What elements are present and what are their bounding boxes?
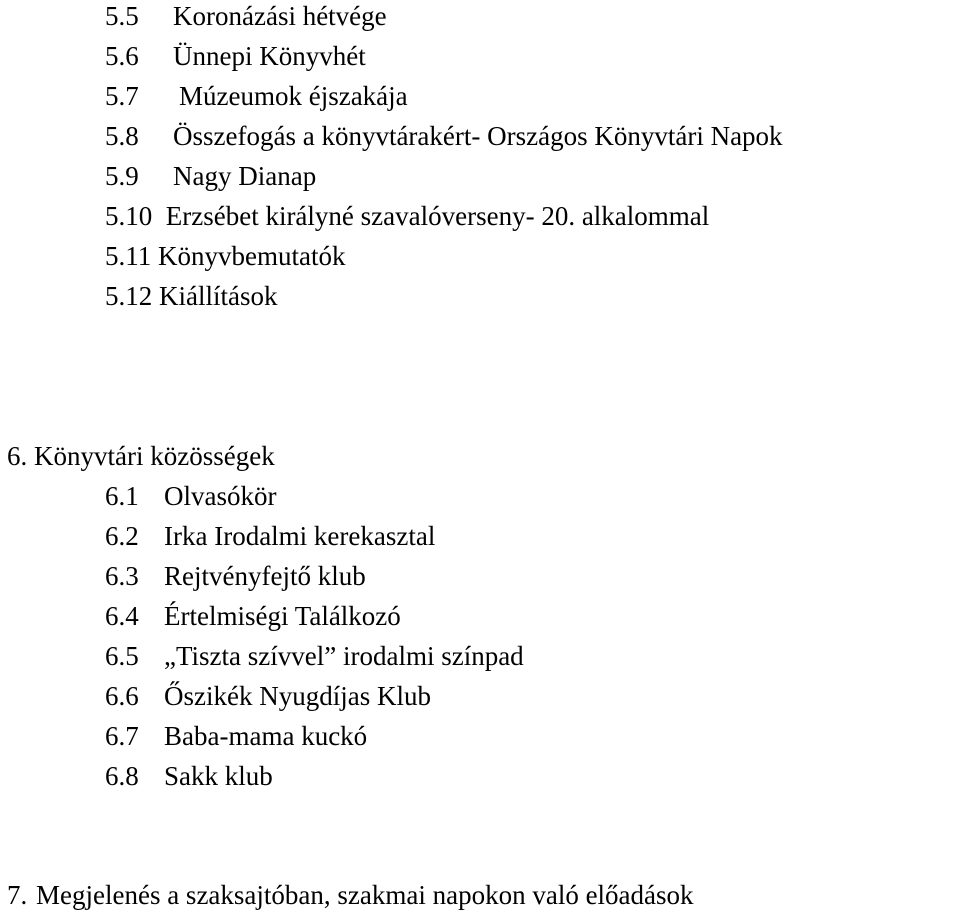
- item-number: 6.2: [105, 521, 139, 551]
- list-item-5-11: [105, 240, 345, 272]
- list-item-5-9: [105, 160, 316, 192]
- section-6-heading: 6. Könyvtári közösségek: [7, 441, 275, 471]
- item-number: 6.4: [105, 601, 139, 631]
- item-number: 6.1: [105, 481, 139, 511]
- item-number: 6.6: [105, 681, 139, 711]
- item-number: 5.9: [105, 161, 139, 191]
- item-title: Őszikék Nyugdíjas Klub: [164, 681, 431, 711]
- section-7-heading: [7, 879, 694, 911]
- section-title: Megjelenés a szaksajtóban, szakmai napokon való előadások: [36, 880, 694, 910]
- item-number: 5.6: [105, 41, 139, 71]
- item-number: 5.10: [105, 201, 153, 231]
- item-title: Kiállítások: [159, 281, 278, 311]
- item-number: 6.3: [105, 561, 139, 591]
- list-item-6-8: [105, 760, 273, 792]
- item-title: Olvasókör: [164, 481, 277, 511]
- item-title: Összefogás a könyvtárakért- Országos Könyvtári Napok: [173, 121, 783, 151]
- item-title: Erzsébet királyné szavalóverseny- 20. alkalommal: [165, 201, 710, 231]
- list-item-5-10: [105, 200, 709, 232]
- list-item-6-5: [105, 640, 524, 672]
- item-title: Könyvbemutatók: [158, 241, 346, 271]
- item-number: 5.8: [105, 121, 139, 151]
- list-item-5-5: [105, 0, 387, 32]
- item-number: 5.12: [105, 281, 153, 311]
- list-item-5-12: [105, 280, 277, 312]
- list-item-6-6: [105, 680, 431, 712]
- item-title: Múzeumok éjszakája: [179, 81, 408, 111]
- list-item-6-1: [105, 480, 276, 512]
- list-item-5-6: [105, 40, 366, 72]
- list-item-5-7: [105, 80, 408, 112]
- item-number: 6.7: [105, 721, 139, 751]
- item-title: Irka Irodalmi kerekasztal: [164, 521, 436, 551]
- list-item-6-2: [105, 520, 435, 552]
- item-title: Rejtvényfejtő klub: [164, 561, 366, 591]
- item-title: Ünnepi Könyvhét: [173, 41, 366, 71]
- list-item-5-8: [105, 120, 783, 152]
- item-number: 6.8: [105, 761, 139, 791]
- list-item-6-7: [105, 720, 367, 752]
- item-title: Nagy Dianap: [173, 161, 317, 191]
- list-item-6-4: [105, 600, 401, 632]
- item-title: Baba-mama kuckó: [164, 721, 368, 751]
- item-title: „Tiszta szívvel” irodalmi színpad: [164, 641, 524, 671]
- item-number: 5.7: [105, 81, 139, 111]
- item-title: Sakk klub: [164, 761, 273, 791]
- item-number: 5.11: [105, 241, 152, 271]
- item-number: 5.5: [105, 1, 139, 31]
- item-number: 6.5: [105, 641, 139, 671]
- list-item-6-3: [105, 560, 366, 592]
- item-title: Koronázási hétvége: [173, 1, 387, 31]
- section-number: 7.: [7, 880, 28, 910]
- item-title: Értelmiségi Találkozó: [164, 601, 401, 631]
